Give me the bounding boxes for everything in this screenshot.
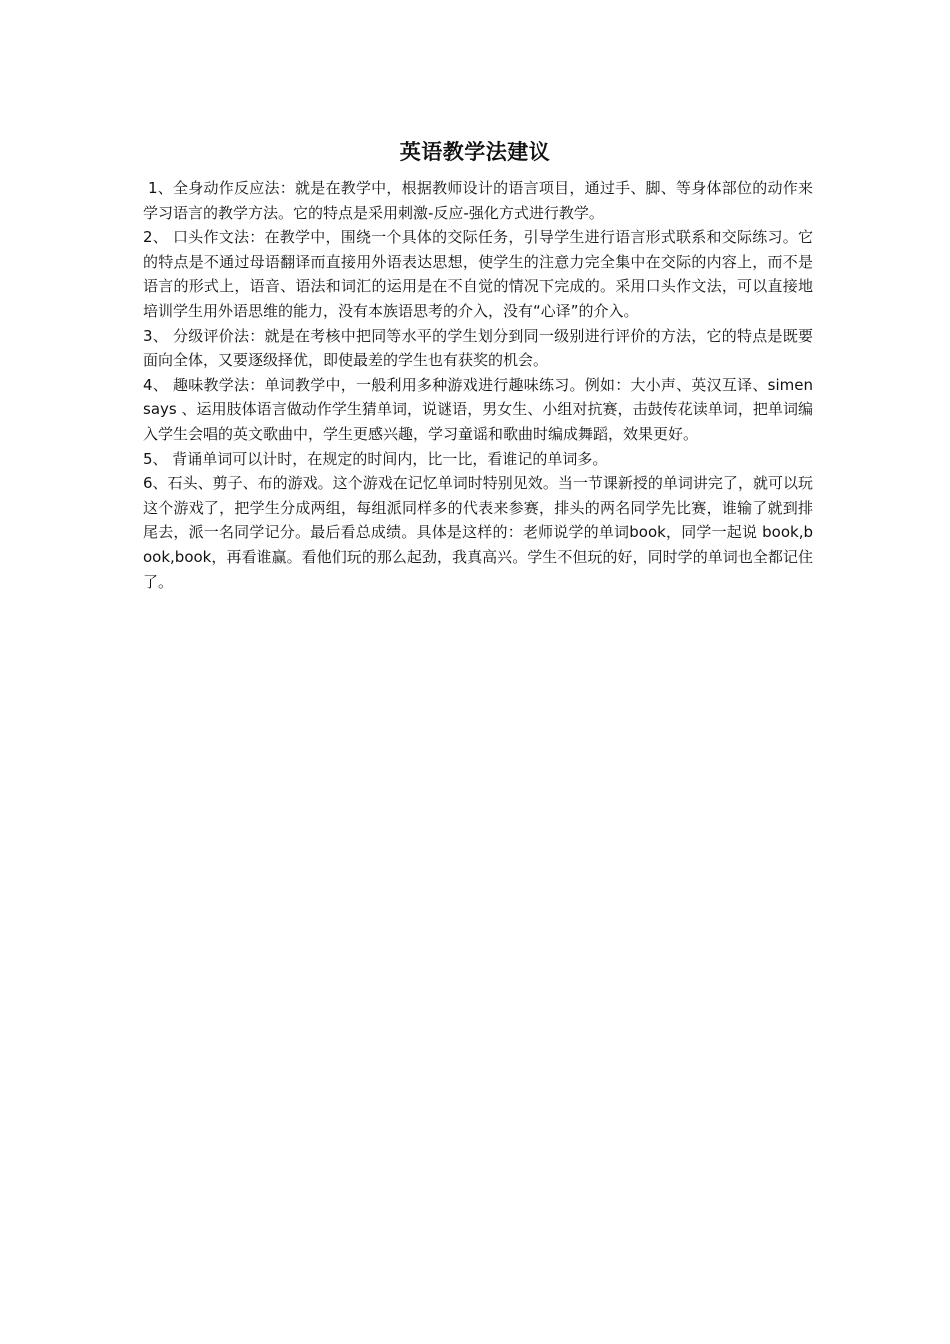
paragraph-3: 3、 分级评价法：就是在考核中把同等水平的学生划分到同一级别进行评价的方法，它的特点是既要面向全体，又要逐级择优，即使最差的学生也有获奖的机会。: [143, 326, 813, 370]
paragraph-6: 6、石头、剪子、布的游戏。这个游戏在记忆单词时特别见效。当一节课新授的单词讲完了，就可以玩这个游戏了，把学生分成两组，每组派同样多的代表来参赛，排头的两名同学先比赛，谁输了就到排尾去，派一名同学记分。最后看总成绩。具体是这样的：老师说学的单词book，同学一起说 book,book,book，再看谁赢。看他们玩的那么起劲，我真高兴。学生不但玩的好，同时学的单词也全都记住了。: [143, 474, 813, 591]
paragraph-4: 4、 趣味教学法：单词教学中，一般利用多种游戏进行趣味练习。例如：大小声、英汉互译、simen says 、运用肢体语言做动作学生猜单词，说谜语，男女生、小组对抗赛，击鼓传花读单词，把单词编入学生会唱的英文歌曲中，学生更感兴趣，学习童谣和歌曲时编成舞蹈，效果更好。: [143, 375, 813, 443]
document-title: 英语教学法建议: [399, 140, 551, 164]
document-body: [143, 176, 813, 594]
paragraph-2: 2、 口头作文法：在教学中，围绕一个具体的交际任务，引导学生进行语言形式联系和交际练习。它的特点是不通过母语翻译而直接用外语表达思想，使学生的注意力完全集中在交际的内容上，而不是语言的形式上，语音、语法和词汇的运用是在不自觉的情况下完成的。采用口头作文法，可以直接地培训学生用外语思维的能力，没有本族语思考的介入，没有“心译”的介入。: [143, 228, 813, 320]
paragraph-5: 5、 背诵单词可以计时，在规定的时间内，比一比，看谁记的单词多。: [143, 449, 608, 468]
paragraph-1: 1、全身动作反应法：就是在教学中，根据教师设计的语言项目，通过手、脚、等身体部位的动作来学习语言的教学方法。它的特点是采用刺激-反应-强化方式进行教学。: [143, 179, 813, 222]
